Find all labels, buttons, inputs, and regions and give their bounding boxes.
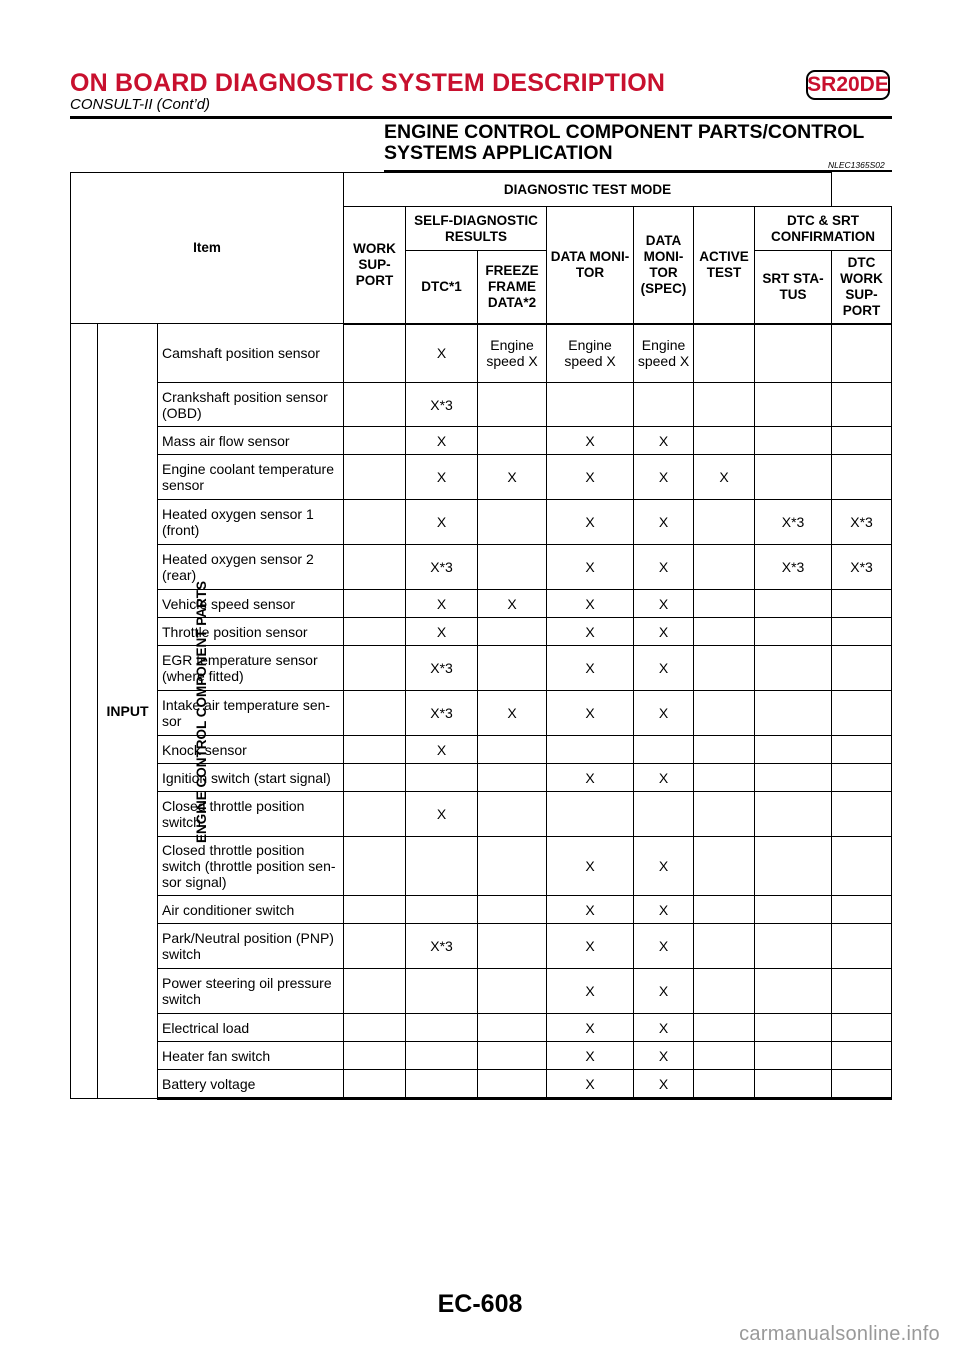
mode-cell	[634, 792, 694, 837]
mode-cell	[406, 969, 478, 1014]
mode-cell: X	[634, 1070, 694, 1099]
mode-cell: Engine speed X	[547, 324, 634, 383]
mode-cell: X	[406, 500, 478, 545]
engine-code-badge: SR20DE	[806, 70, 890, 100]
page-header-subtitle: CONSULT-II (Cont’d)	[70, 96, 211, 113]
mode-cell	[344, 500, 406, 545]
mode-cell	[832, 1014, 892, 1042]
mode-cell	[344, 324, 406, 383]
item-label: EGR temperature sensor (where fitted)	[158, 646, 344, 691]
mode-cell	[406, 1042, 478, 1070]
group-label: ENGINE CONTROL COMPONENT PARTS	[194, 580, 210, 843]
item-label: Camshaft position sensor	[158, 324, 344, 383]
self-diag-header: SELF-DIAGNOSTIC RESULTS	[406, 207, 547, 251]
mode-cell: X	[547, 837, 634, 896]
mode-cell: X*3	[406, 545, 478, 590]
mode-cell: X*3	[755, 545, 832, 590]
srt-status-header: SRT STA- TUS	[755, 251, 832, 324]
mode-cell	[344, 1014, 406, 1042]
mode-cell	[755, 646, 832, 691]
mode-cell	[694, 924, 755, 969]
mode-cell	[344, 924, 406, 969]
mode-cell: X	[547, 924, 634, 969]
mode-cell: X*3	[406, 691, 478, 736]
mode-cell: X	[634, 427, 694, 455]
mode-cell: X*3	[406, 646, 478, 691]
item-label: Ignition switch (start signal)	[158, 764, 344, 792]
mode-cell	[755, 896, 832, 924]
mode-cell	[755, 792, 832, 837]
mode-cell: X	[634, 590, 694, 618]
item-label: Air conditioner switch	[158, 896, 344, 924]
mode-cell	[694, 837, 755, 896]
mode-cell: X	[547, 1042, 634, 1070]
mode-cell: X*3	[406, 924, 478, 969]
subgroup-label: INPUT	[98, 324, 158, 1099]
mode-cell	[832, 590, 892, 618]
mode-cell	[344, 736, 406, 764]
mode-cell	[832, 1070, 892, 1099]
mode-cell: X	[406, 427, 478, 455]
mode-cell: X	[694, 455, 755, 500]
mode-cell	[478, 837, 547, 896]
mode-cell: X	[406, 736, 478, 764]
mode-cell: X	[547, 618, 634, 646]
mode-cell	[344, 969, 406, 1014]
section-title-line2: SYSTEMS APPLICATION	[384, 142, 613, 164]
mode-cell: X*3	[755, 500, 832, 545]
mode-cell	[694, 545, 755, 590]
mode-cell: X	[634, 618, 694, 646]
mode-cell: X	[547, 896, 634, 924]
table-row	[71, 324, 892, 383]
mode-header: DIAGNOSTIC TEST MODE	[344, 173, 832, 207]
mode-cell: X	[547, 427, 634, 455]
mode-cell: X	[547, 500, 634, 545]
mode-cell: X	[634, 969, 694, 1014]
page-number: EC-608	[437, 1290, 523, 1318]
mode-cell: X	[547, 691, 634, 736]
mode-cell	[694, 792, 755, 837]
mode-cell: X	[634, 646, 694, 691]
mode-cell: X	[406, 792, 478, 837]
mode-cell	[344, 691, 406, 736]
mode-cell	[406, 896, 478, 924]
table-row	[71, 969, 892, 1014]
freeze-frame-header: FREEZE FRAME DATA*2	[478, 251, 547, 324]
mode-cell	[344, 896, 406, 924]
mode-cell	[755, 691, 832, 736]
mode-cell	[832, 646, 892, 691]
mode-cell: X	[634, 924, 694, 969]
mode-cell: X	[634, 1014, 694, 1042]
item-label: Electrical load	[158, 1014, 344, 1042]
work-support-header: WORK SUP- PORT	[344, 207, 406, 324]
mode-cell	[478, 1070, 547, 1099]
item-label: Heated oxygen sensor 2 (rear)	[158, 545, 344, 590]
table-row	[71, 427, 892, 455]
mode-cell	[344, 383, 406, 427]
mode-cell: X	[634, 896, 694, 924]
mode-cell	[832, 969, 892, 1014]
mode-cell: X	[478, 455, 547, 500]
table-row	[71, 837, 892, 896]
mode-cell: X	[547, 764, 634, 792]
mode-cell	[832, 924, 892, 969]
mode-cell: X	[547, 969, 634, 1014]
mode-cell	[406, 1070, 478, 1099]
table-row	[71, 500, 892, 545]
mode-cell	[832, 618, 892, 646]
mode-cell	[478, 646, 547, 691]
mode-cell	[478, 764, 547, 792]
mode-cell	[832, 837, 892, 896]
item-label: Crankshaft position sensor (OBD)	[158, 383, 344, 427]
mode-cell	[634, 736, 694, 764]
mode-cell: X	[547, 590, 634, 618]
active-test-header: ACTIVE TEST	[694, 207, 755, 324]
item-header: Item	[71, 173, 344, 324]
mode-cell	[832, 455, 892, 500]
mode-cell	[832, 427, 892, 455]
section-code: NLEC1365S02	[828, 160, 885, 170]
table-row	[71, 896, 892, 924]
mode-cell	[478, 1014, 547, 1042]
mode-cell	[694, 896, 755, 924]
mode-cell	[755, 837, 832, 896]
mode-cell	[547, 792, 634, 837]
mode-cell	[478, 427, 547, 455]
mode-cell	[832, 736, 892, 764]
header-rule	[70, 116, 892, 119]
mode-cell	[344, 590, 406, 618]
watermark: carmanualsonline.info	[739, 1323, 940, 1345]
mode-cell: X	[478, 590, 547, 618]
mode-cell: X*3	[832, 500, 892, 545]
mode-cell	[478, 736, 547, 764]
mode-cell	[694, 1014, 755, 1042]
mode-cell	[694, 1070, 755, 1099]
mode-cell: X	[634, 500, 694, 545]
mode-cell	[478, 1042, 547, 1070]
mode-cell	[755, 736, 832, 764]
mode-cell	[344, 545, 406, 590]
page-header-title: ON BOARD DIAGNOSTIC SYSTEM DESCRIPTION	[70, 69, 666, 97]
mode-cell	[478, 792, 547, 837]
mode-cell	[755, 590, 832, 618]
mode-cell	[694, 969, 755, 1014]
mode-cell: X	[547, 455, 634, 500]
mode-cell	[694, 646, 755, 691]
mode-cell	[694, 691, 755, 736]
mode-cell	[755, 455, 832, 500]
mode-cell	[832, 383, 892, 427]
item-label: Engine coolant temperature sensor	[158, 455, 344, 500]
item-label: Vehicle speed sensor	[158, 590, 344, 618]
mode-cell	[755, 324, 832, 383]
mode-cell	[694, 427, 755, 455]
mode-cell: X	[634, 455, 694, 500]
mode-cell	[832, 324, 892, 383]
mode-cell: Engine speed X	[478, 324, 547, 383]
mode-cell: X	[634, 691, 694, 736]
item-label: Closed throttle position switch (throttle position sen- sor signal)	[158, 837, 344, 896]
mode-cell	[344, 455, 406, 500]
mode-cell	[694, 383, 755, 427]
table-row	[71, 1070, 892, 1099]
mode-cell	[478, 924, 547, 969]
mode-cell	[406, 1014, 478, 1042]
mode-cell: X	[634, 545, 694, 590]
mode-cell	[694, 618, 755, 646]
section-title	[384, 122, 884, 164]
mode-cell	[694, 324, 755, 383]
mode-cell	[478, 896, 547, 924]
mode-cell	[478, 545, 547, 590]
mode-cell: X	[547, 646, 634, 691]
mode-cell	[406, 837, 478, 896]
item-label: Power steering oil pressure switch	[158, 969, 344, 1014]
mode-cell	[344, 792, 406, 837]
item-label: Heater fan switch	[158, 1042, 344, 1070]
mode-cell	[344, 837, 406, 896]
table-row	[71, 1014, 892, 1042]
dtc-srt-header: DTC & SRT CONFIRMATION	[755, 207, 892, 251]
mode-cell: X	[634, 837, 694, 896]
mode-cell	[694, 590, 755, 618]
mode-cell	[344, 618, 406, 646]
mode-cell	[832, 1042, 892, 1070]
mode-cell: X	[406, 618, 478, 646]
item-label: Throttle position sensor	[158, 618, 344, 646]
item-label: Heated oxygen sensor 1 (front)	[158, 500, 344, 545]
mode-cell: X	[406, 324, 478, 383]
application-table	[70, 172, 892, 1100]
item-label: Park/Neutral position (PNP) switch	[158, 924, 344, 969]
mode-cell	[755, 1042, 832, 1070]
mode-cell: X*3	[832, 545, 892, 590]
mode-cell	[478, 500, 547, 545]
mode-cell	[694, 764, 755, 792]
mode-cell	[344, 1042, 406, 1070]
mode-cell	[406, 764, 478, 792]
mode-cell	[755, 1070, 832, 1099]
mode-cell	[755, 1014, 832, 1042]
mode-cell	[478, 969, 547, 1014]
mode-cell	[832, 896, 892, 924]
table-row	[71, 383, 892, 427]
data-monitor-spec-header: DATA MONI- TOR (SPEC)	[634, 207, 694, 324]
mode-cell	[344, 646, 406, 691]
mode-cell: X	[406, 590, 478, 618]
mode-cell	[344, 1070, 406, 1099]
mode-cell: X	[634, 764, 694, 792]
item-label: Mass air flow sensor	[158, 427, 344, 455]
mode-cell	[478, 618, 547, 646]
mode-cell	[755, 427, 832, 455]
table-row	[71, 1042, 892, 1070]
mode-cell: X	[478, 691, 547, 736]
table-row	[71, 455, 892, 500]
mode-cell	[547, 736, 634, 764]
mode-cell	[832, 792, 892, 837]
mode-cell: X*3	[406, 383, 478, 427]
mode-cell	[755, 618, 832, 646]
mode-cell: X	[547, 1014, 634, 1042]
mode-cell	[832, 764, 892, 792]
item-label: Battery voltage	[158, 1070, 344, 1099]
mode-cell	[547, 383, 634, 427]
mode-cell	[755, 383, 832, 427]
mode-cell	[634, 383, 694, 427]
mode-cell: X	[406, 455, 478, 500]
data-monitor-header: DATA MONI- TOR	[547, 207, 634, 324]
mode-cell	[344, 427, 406, 455]
mode-cell: X	[634, 1042, 694, 1070]
mode-cell: Engine speed X	[634, 324, 694, 383]
mode-cell	[478, 383, 547, 427]
mode-cell	[694, 500, 755, 545]
section-title-line1: ENGINE CONTROL COMPONENT PARTS/CONTROL	[384, 121, 865, 143]
table-row	[71, 924, 892, 969]
item-label: Intake air temperature sen- sor	[158, 691, 344, 736]
item-label: Knock sensor	[158, 736, 344, 764]
header-row-1	[71, 173, 892, 207]
mode-cell	[755, 924, 832, 969]
mode-cell	[755, 969, 832, 1014]
mode-cell	[832, 691, 892, 736]
mode-cell: X	[547, 545, 634, 590]
mode-cell	[694, 736, 755, 764]
mode-cell: X	[547, 1070, 634, 1099]
mode-cell	[694, 1042, 755, 1070]
mode-cell	[755, 764, 832, 792]
item-label: Closed throttle position switch	[158, 792, 344, 837]
mode-cell	[344, 764, 406, 792]
dtc-work-support-header: DTC WORK SUP- PORT	[832, 251, 892, 324]
dtc1-header: DTC*1	[406, 251, 478, 324]
